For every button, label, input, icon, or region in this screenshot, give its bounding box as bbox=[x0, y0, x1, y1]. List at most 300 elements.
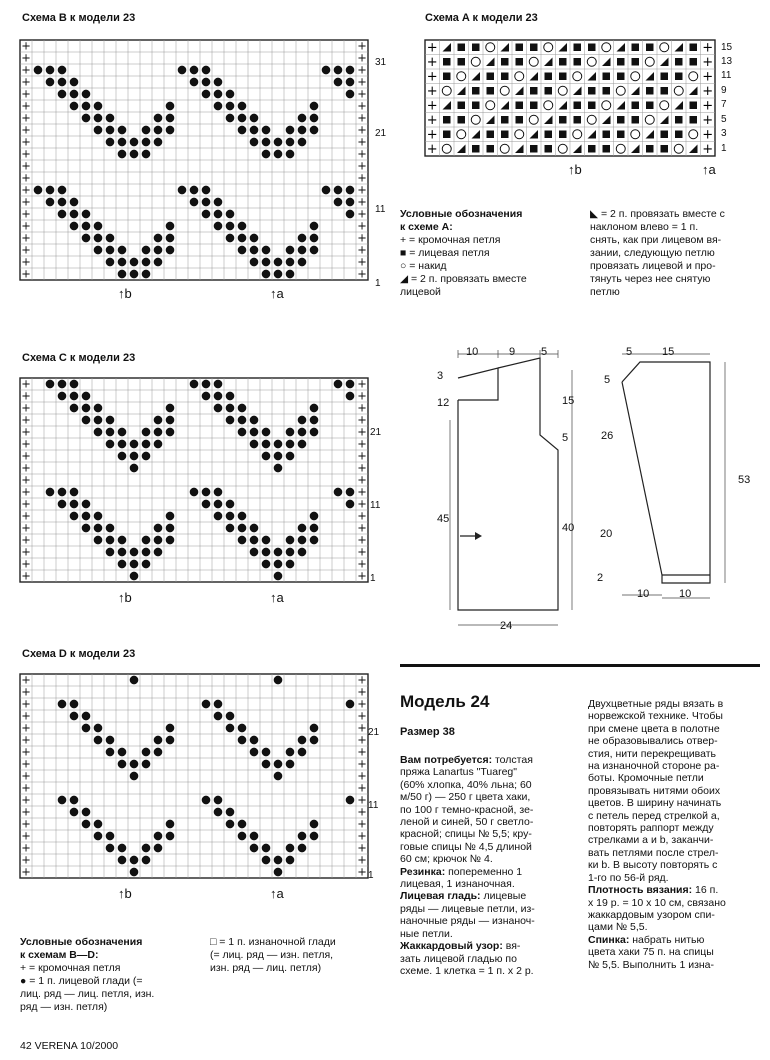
knit-stitch-symbol bbox=[588, 87, 596, 95]
yarn-over-symbol bbox=[486, 101, 495, 110]
knit-stitch-dot bbox=[262, 548, 271, 557]
knit-stitch-dot bbox=[310, 222, 319, 231]
knit-stitch-dot bbox=[310, 724, 319, 733]
knit-stitch-dot bbox=[226, 524, 235, 533]
knit-stitch-dot bbox=[94, 222, 103, 231]
body-text-line: цветов. В ширину начинать bbox=[588, 797, 722, 810]
body-text-line: № 5,5. Выполнить 1 изна- bbox=[588, 958, 715, 971]
knit-stitch-dot bbox=[82, 222, 91, 231]
edge-stitch-symbol: + bbox=[357, 62, 367, 77]
edge-stitch-symbol: + bbox=[21, 508, 31, 523]
yarn-over-symbol bbox=[544, 43, 553, 52]
knit-stitch-dot bbox=[298, 832, 307, 841]
knit-stitch-dot bbox=[346, 90, 355, 99]
knit-stitch-dot bbox=[70, 210, 79, 219]
knit-stitch-dot bbox=[298, 258, 307, 267]
knit-stitch-dot bbox=[286, 246, 295, 255]
knit-stitch-dot bbox=[238, 832, 247, 841]
knit-stitch-dot bbox=[82, 392, 91, 401]
knit-stitch-dot bbox=[142, 270, 151, 279]
yarn-over-symbol bbox=[616, 86, 625, 95]
knit-stitch-symbol bbox=[530, 87, 538, 95]
knit-stitch-dot bbox=[94, 736, 103, 745]
knit-stitch-dot bbox=[70, 404, 79, 413]
knit-stitch-symbol bbox=[617, 58, 625, 66]
knit-stitch-dot bbox=[82, 712, 91, 721]
knit-stitch-dot bbox=[250, 844, 259, 853]
knit-stitch-dot bbox=[346, 198, 355, 207]
yarn-over-symbol bbox=[471, 57, 480, 66]
knit-stitch-symbol bbox=[617, 116, 625, 124]
knit-stitch-symbol bbox=[487, 131, 495, 139]
knit-stitch-dot bbox=[214, 488, 223, 497]
edge-stitch-symbol: + bbox=[21, 780, 31, 795]
knit-stitch-dot bbox=[130, 138, 139, 147]
scheme-a-row-label: 3 bbox=[721, 128, 727, 139]
knit-stitch-dot bbox=[310, 832, 319, 841]
knit-stitch-dot bbox=[82, 90, 91, 99]
knit-stitch-dot bbox=[286, 126, 295, 135]
edge-stitch-symbol: + bbox=[357, 170, 367, 185]
model-text-column-2 bbox=[588, 698, 760, 971]
knit-stitch-symbol bbox=[559, 58, 567, 66]
knit-stitch-dot bbox=[154, 114, 163, 123]
knit-stitch-dot bbox=[190, 488, 199, 497]
knit-stitch-dot bbox=[238, 524, 247, 533]
dim-label: 12 bbox=[437, 397, 450, 409]
knit-stitch-dot bbox=[310, 416, 319, 425]
knit-stitch-symbol bbox=[501, 58, 509, 66]
knit-stitch-dot bbox=[226, 222, 235, 231]
body-text-line: Лицевая гладь: лицевые bbox=[400, 890, 527, 903]
knit-stitch-dot bbox=[154, 258, 163, 267]
knit-stitch-dot bbox=[46, 78, 55, 87]
body-text-line: говые спицы № 4,5 длиной bbox=[400, 840, 532, 853]
knit-stitch-dot bbox=[118, 760, 127, 769]
scheme-d-title: Схема D к модели 23 bbox=[22, 648, 136, 660]
knit-stitch-dot bbox=[250, 138, 259, 147]
knit-stitch-dot bbox=[118, 246, 127, 255]
edge-stitch-symbol: + bbox=[357, 496, 367, 511]
knit-stitch-dot bbox=[166, 416, 175, 425]
knit-stitch-dot bbox=[58, 392, 67, 401]
knit-stitch-dot bbox=[262, 856, 271, 865]
knit-stitch-dot bbox=[298, 416, 307, 425]
edge-stitch-symbol: + bbox=[357, 424, 367, 439]
knit-stitch-dot bbox=[346, 488, 355, 497]
knit-stitch-symbol bbox=[588, 44, 596, 52]
edge-stitch-symbol: + bbox=[426, 84, 438, 100]
knit-stitch-dot bbox=[70, 222, 79, 231]
knit-stitch-dot bbox=[250, 114, 259, 123]
edge-stitch-symbol: + bbox=[702, 142, 714, 158]
legend-bd-right: □ = 1 п. изнаночной глади (= лиц. ряд — изн. петля, изн. ряд — лиц. петля) bbox=[210, 936, 336, 974]
knit-stitch-dot bbox=[82, 808, 91, 817]
knit-stitch-dot bbox=[310, 102, 319, 111]
knit-stitch-dot bbox=[214, 700, 223, 709]
edge-stitch-symbol: + bbox=[357, 194, 367, 209]
knit-stitch-dot bbox=[166, 234, 175, 243]
edge-stitch-symbol: + bbox=[357, 254, 367, 269]
knit-stitch-dot bbox=[190, 186, 199, 195]
knit-stitch-dot bbox=[70, 500, 79, 509]
knit-stitch-dot bbox=[154, 138, 163, 147]
knit-stitch-dot bbox=[238, 736, 247, 745]
edge-stitch-symbol: + bbox=[357, 672, 367, 687]
knit-stitch-dot bbox=[262, 760, 271, 769]
knit-stitch-dot bbox=[178, 186, 187, 195]
edge-stitch-symbol: + bbox=[357, 74, 367, 89]
knit-stitch-dot bbox=[214, 78, 223, 87]
dim-label: 2 bbox=[597, 572, 604, 584]
knit-stitch-dot bbox=[214, 512, 223, 521]
dim-label: 53 bbox=[738, 474, 751, 486]
knit-stitch-dot bbox=[226, 234, 235, 243]
scheme-a-row-label: 13 bbox=[721, 56, 733, 67]
edge-stitch-symbol: + bbox=[21, 448, 31, 463]
edge-stitch-symbol: + bbox=[357, 206, 367, 221]
edge-stitch-symbol: + bbox=[357, 780, 367, 795]
edge-stitch-symbol: + bbox=[357, 182, 367, 197]
knit-stitch-symbol bbox=[632, 116, 640, 124]
knit-stitch-dot bbox=[298, 748, 307, 757]
dim-label: 40 bbox=[562, 522, 575, 534]
knit-stitch-dot bbox=[274, 258, 283, 267]
knit-stitch-dot bbox=[46, 380, 55, 389]
knit-stitch-symbol bbox=[443, 131, 451, 139]
knit-stitch-symbol bbox=[501, 116, 509, 124]
knit-stitch-dot bbox=[250, 748, 259, 757]
knit-stitch-dot bbox=[238, 724, 247, 733]
body-text-line: цвета хаки 75 п. на спицы bbox=[588, 946, 714, 959]
dim-label: 20 bbox=[600, 528, 613, 540]
scheme-d-row-label: 11 bbox=[368, 800, 379, 811]
knit-stitch-dot bbox=[118, 150, 127, 159]
body-text-line: зать лицевой гладью по bbox=[400, 952, 517, 965]
knit-stitch-symbol bbox=[690, 58, 698, 66]
knit-stitch-dot bbox=[250, 258, 259, 267]
yarn-over-symbol bbox=[645, 57, 654, 66]
dim-label: 5 bbox=[626, 346, 633, 358]
knit-stitch-dot bbox=[214, 392, 223, 401]
knit-stitch-dot bbox=[142, 536, 151, 545]
knit-stitch-dot bbox=[226, 512, 235, 521]
dim-label: 10 bbox=[679, 588, 692, 600]
knit-stitch-dot bbox=[154, 416, 163, 425]
knit-stitch-dot bbox=[166, 246, 175, 255]
knit-stitch-dot bbox=[82, 524, 91, 533]
knit-stitch-dot bbox=[46, 488, 55, 497]
knit-stitch-dot bbox=[310, 428, 319, 437]
knit-stitch-symbol bbox=[501, 131, 509, 139]
scheme-c-chart bbox=[20, 378, 365, 586]
knit-stitch-dot bbox=[250, 126, 259, 135]
scheme-a-row-label: 11 bbox=[721, 70, 732, 81]
knit-stitch-symbol bbox=[472, 87, 480, 95]
body-text-line: красной; спицы № 5,5; кру- bbox=[400, 828, 532, 841]
knit-stitch-dot bbox=[202, 66, 211, 75]
knit-stitch-symbol bbox=[516, 44, 524, 52]
edge-stitch-symbol: + bbox=[357, 744, 367, 759]
knit-stitch-dot bbox=[166, 736, 175, 745]
yarn-over-symbol bbox=[689, 72, 698, 81]
dim-label: 10 bbox=[466, 346, 479, 358]
knit-stitch-symbol bbox=[574, 58, 582, 66]
knit-stitch-dot bbox=[106, 524, 115, 533]
knit-stitch-symbol bbox=[574, 44, 582, 52]
knit-stitch-dot bbox=[214, 796, 223, 805]
edge-stitch-symbol: + bbox=[357, 388, 367, 403]
knit-stitch-dot bbox=[298, 548, 307, 557]
body-text-line: наночные ряды — изнаноч- bbox=[400, 915, 535, 928]
knit-stitch-symbol bbox=[617, 131, 625, 139]
knit-stitch-dot bbox=[310, 512, 319, 521]
knit-stitch-dot bbox=[274, 150, 283, 159]
knit-stitch-dot bbox=[286, 748, 295, 757]
scheme-d-row-label: 21 bbox=[368, 727, 380, 738]
scheme-a-row-label: 1 bbox=[721, 143, 727, 154]
knit-stitch-dot bbox=[346, 210, 355, 219]
knit-stitch-dot bbox=[286, 760, 295, 769]
knit-stitch-dot bbox=[214, 404, 223, 413]
knit-stitch-dot bbox=[94, 234, 103, 243]
edge-stitch-symbol: + bbox=[426, 69, 438, 85]
knit-stitch-dot bbox=[58, 210, 67, 219]
arrow-b-marker: ↑b bbox=[118, 886, 132, 901]
knit-stitch-symbol bbox=[690, 116, 698, 124]
knit-stitch-dot bbox=[82, 724, 91, 733]
yarn-over-symbol bbox=[631, 72, 640, 81]
knit-stitch-symbol bbox=[603, 73, 611, 81]
knit-stitch-symbol bbox=[472, 102, 480, 110]
knit-stitch-dot bbox=[286, 452, 295, 461]
knit-stitch-dot bbox=[106, 234, 115, 243]
yarn-over-symbol bbox=[616, 144, 625, 153]
knit-stitch-dot bbox=[334, 198, 343, 207]
edge-stitch-symbol: + bbox=[21, 376, 31, 391]
model-size: Размер 38 bbox=[400, 726, 455, 738]
edge-stitch-symbol: + bbox=[357, 720, 367, 735]
knit-stitch-symbol bbox=[487, 87, 495, 95]
knit-stitch-dot bbox=[130, 572, 139, 581]
edge-stitch-symbol: + bbox=[21, 218, 31, 233]
knit-stitch-dot bbox=[226, 90, 235, 99]
yarn-over-symbol bbox=[500, 144, 509, 153]
knit-stitch-dot bbox=[166, 114, 175, 123]
scheme-a-row-label: 5 bbox=[721, 114, 727, 125]
knit-stitch-dot bbox=[226, 210, 235, 219]
knit-stitch-dot bbox=[130, 772, 139, 781]
edge-stitch-symbol: + bbox=[21, 194, 31, 209]
edge-stitch-symbol: + bbox=[357, 412, 367, 427]
knit-stitch-symbol bbox=[530, 102, 538, 110]
knit-stitch-symbol bbox=[675, 131, 683, 139]
edge-stitch-symbol: + bbox=[357, 376, 367, 391]
knit-stitch-dot bbox=[142, 560, 151, 569]
edge-stitch-symbol: + bbox=[21, 122, 31, 137]
knit-stitch-dot bbox=[94, 512, 103, 521]
knit-stitch-dot bbox=[58, 78, 67, 87]
knit-stitch-dot bbox=[118, 428, 127, 437]
knit-stitch-dot bbox=[178, 66, 187, 75]
knit-stitch-dot bbox=[250, 440, 259, 449]
knit-stitch-dot bbox=[82, 210, 91, 219]
edge-stitch-symbol: + bbox=[21, 496, 31, 511]
edge-stitch-symbol: + bbox=[21, 182, 31, 197]
knit-stitch-dot bbox=[70, 512, 79, 521]
knit-stitch-dot bbox=[226, 500, 235, 509]
dim-label: 5 bbox=[541, 346, 548, 358]
knit-stitch-dot bbox=[142, 246, 151, 255]
knit-stitch-dot bbox=[346, 66, 355, 75]
knit-stitch-symbol bbox=[675, 116, 683, 124]
knit-stitch-symbol bbox=[675, 73, 683, 81]
dim-label: 45 bbox=[437, 513, 450, 525]
knit-stitch-dot bbox=[250, 736, 259, 745]
knit-stitch-dot bbox=[322, 66, 331, 75]
edge-stitch-symbol: + bbox=[357, 484, 367, 499]
knit-stitch-dot bbox=[286, 138, 295, 147]
knit-stitch-dot bbox=[274, 560, 283, 569]
knit-stitch-dot bbox=[166, 724, 175, 733]
knit-stitch-dot bbox=[130, 868, 139, 877]
knit-stitch-dot bbox=[274, 452, 283, 461]
knit-stitch-symbol bbox=[545, 73, 553, 81]
edge-stitch-symbol: + bbox=[357, 768, 367, 783]
knit-stitch-symbol bbox=[574, 116, 582, 124]
knit-stitch-dot bbox=[106, 114, 115, 123]
knit-stitch-dot bbox=[238, 126, 247, 135]
scheme-a-chart bbox=[425, 40, 717, 156]
knit-stitch-symbol bbox=[458, 44, 466, 52]
yarn-over-symbol bbox=[660, 101, 669, 110]
body-text-line: 60 см; крючок № 4. bbox=[400, 853, 493, 866]
knit-stitch-dot bbox=[70, 712, 79, 721]
knit-stitch-symbol bbox=[617, 73, 625, 81]
edge-stitch-symbol: + bbox=[21, 266, 31, 281]
knit-stitch-dot bbox=[118, 536, 127, 545]
knit-stitch-dot bbox=[286, 844, 295, 853]
knit-stitch-symbol bbox=[588, 102, 596, 110]
dim-label: 5 bbox=[604, 374, 611, 386]
knit-stitch-dot bbox=[130, 856, 139, 865]
edge-stitch-symbol: + bbox=[21, 98, 31, 113]
edge-stitch-symbol: + bbox=[21, 568, 31, 583]
knit-stitch-dot bbox=[274, 464, 283, 473]
scheme-b-row-label: 21 bbox=[375, 128, 387, 139]
back-pattern-drawing bbox=[420, 340, 600, 640]
edge-stitch-symbol: + bbox=[357, 508, 367, 523]
knit-stitch-dot bbox=[70, 380, 79, 389]
edge-stitch-symbol: + bbox=[21, 556, 31, 571]
yarn-over-symbol bbox=[544, 101, 553, 110]
knit-stitch-dot bbox=[190, 78, 199, 87]
knit-stitch-dot bbox=[142, 452, 151, 461]
knit-stitch-symbol bbox=[458, 102, 466, 110]
knit-stitch-dot bbox=[94, 404, 103, 413]
knit-stitch-dot bbox=[154, 736, 163, 745]
knit-stitch-dot bbox=[130, 676, 139, 685]
knit-stitch-dot bbox=[118, 748, 127, 757]
knit-stitch-dot bbox=[94, 820, 103, 829]
knit-stitch-dot bbox=[214, 102, 223, 111]
edge-stitch-symbol: + bbox=[21, 532, 31, 547]
knit-stitch-dot bbox=[334, 186, 343, 195]
knit-stitch-dot bbox=[274, 772, 283, 781]
body-text-line: х 19 р. = 10 х 10 см, связано bbox=[588, 896, 726, 909]
body-text-line: цами № 5,5. bbox=[588, 921, 648, 934]
edge-stitch-symbol: + bbox=[21, 38, 31, 53]
knit-stitch-dot bbox=[226, 808, 235, 817]
knit-stitch-dot bbox=[262, 452, 271, 461]
edge-stitch-symbol: + bbox=[357, 122, 367, 137]
knit-stitch-dot bbox=[82, 114, 91, 123]
knit-stitch-dot bbox=[106, 548, 115, 557]
knit-stitch-dot bbox=[58, 186, 67, 195]
knit-stitch-dot bbox=[238, 404, 247, 413]
edge-stitch-symbol: + bbox=[21, 840, 31, 855]
knit-stitch-dot bbox=[286, 150, 295, 159]
knit-stitch-dot bbox=[202, 210, 211, 219]
knit-stitch-symbol bbox=[458, 58, 466, 66]
edge-stitch-symbol: + bbox=[426, 127, 438, 143]
knit-stitch-dot bbox=[274, 572, 283, 581]
knit-stitch-dot bbox=[298, 246, 307, 255]
edge-stitch-symbol: + bbox=[21, 254, 31, 269]
knit-stitch-dot bbox=[250, 234, 259, 243]
knit-stitch-dot bbox=[34, 186, 43, 195]
knit-stitch-symbol bbox=[472, 44, 480, 52]
yarn-over-symbol bbox=[573, 130, 582, 139]
knit-stitch-symbol bbox=[574, 102, 582, 110]
edge-stitch-symbol: + bbox=[357, 792, 367, 807]
knit-stitch-symbol bbox=[501, 73, 509, 81]
knit-stitch-dot bbox=[202, 90, 211, 99]
knit-stitch-dot bbox=[166, 832, 175, 841]
dim-label: 15 bbox=[662, 346, 675, 358]
edge-stitch-symbol: + bbox=[21, 732, 31, 747]
edge-stitch-symbol: + bbox=[21, 708, 31, 723]
knit-stitch-dot bbox=[238, 512, 247, 521]
edge-stitch-symbol: + bbox=[357, 242, 367, 257]
knit-stitch-dot bbox=[106, 844, 115, 853]
knit-stitch-dot bbox=[130, 760, 139, 769]
edge-stitch-symbol: + bbox=[357, 684, 367, 699]
knit-stitch-dot bbox=[334, 78, 343, 87]
knit-stitch-dot bbox=[118, 138, 127, 147]
arrow-a-marker: ↑a bbox=[702, 162, 716, 177]
knit-stitch-dot bbox=[274, 548, 283, 557]
knit-stitch-symbol bbox=[646, 87, 654, 95]
knit-stitch-dot bbox=[202, 78, 211, 87]
edge-stitch-symbol: + bbox=[21, 242, 31, 257]
body-text-line: м/50 г) — 250 г цвета хаки, bbox=[400, 791, 531, 804]
knit-stitch-dot bbox=[58, 796, 67, 805]
knit-stitch-dot bbox=[94, 832, 103, 841]
knit-stitch-dot bbox=[130, 150, 139, 159]
edge-stitch-symbol: + bbox=[357, 544, 367, 559]
knit-stitch-dot bbox=[238, 234, 247, 243]
knit-stitch-symbol bbox=[545, 145, 553, 153]
edge-stitch-symbol: + bbox=[21, 828, 31, 843]
knit-stitch-dot bbox=[130, 464, 139, 473]
edge-stitch-symbol: + bbox=[357, 110, 367, 125]
scheme-d-row-label: 1 bbox=[368, 870, 374, 881]
knit-stitch-dot bbox=[322, 186, 331, 195]
knit-stitch-symbol bbox=[487, 145, 495, 153]
knit-stitch-dot bbox=[82, 512, 91, 521]
knit-stitch-dot bbox=[214, 210, 223, 219]
